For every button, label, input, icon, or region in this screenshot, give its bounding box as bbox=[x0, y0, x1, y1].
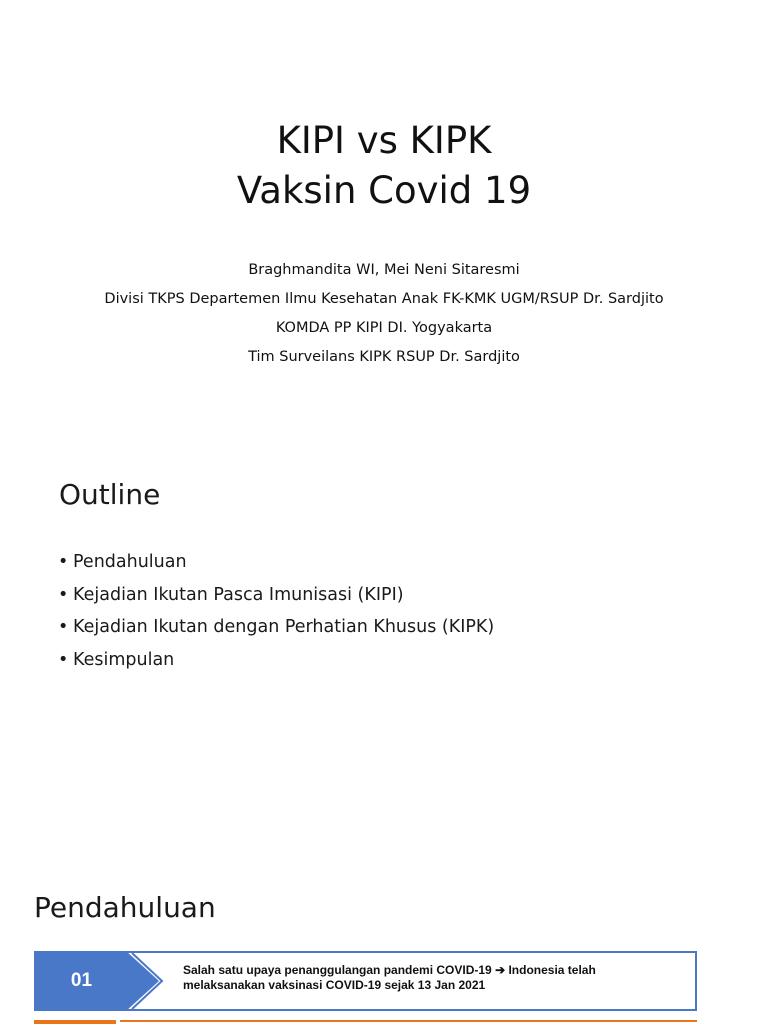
next-step-border bbox=[120, 1020, 697, 1022]
outline-heading: Outline bbox=[59, 478, 161, 511]
step-card-01 bbox=[34, 951, 697, 1011]
outline-item bbox=[58, 579, 494, 612]
title-line-1: KIPI vs KIPK bbox=[276, 119, 492, 162]
outline-list bbox=[58, 546, 494, 676]
author-line: KOMDA PP KIPI DI. Yogyakarta bbox=[275, 320, 493, 336]
outline-item bbox=[58, 546, 494, 579]
pendahuluan-heading: Pendahuluan bbox=[34, 891, 216, 924]
step-text bbox=[183, 963, 683, 993]
step-text-line: Salah satu upaya penanggulangan pandemi COVID-19 ➔ Indonesia telah bbox=[183, 963, 596, 977]
author-line: Divisi TKPS Departemen Ilmu Kesehatan Anak FK-KMK UGM/RSUP Dr. Sardjito bbox=[104, 291, 664, 307]
outline-item bbox=[58, 644, 494, 677]
step-text-line: melaksanakan vaksinasi COVID-19 sejak 13 Jan 2021 bbox=[183, 978, 486, 992]
outline-item-label: Kejadian Ikutan Pasca Imunisasi (KIPI) bbox=[73, 584, 404, 605]
bullet-icon: • bbox=[58, 552, 69, 572]
title-line-2: Vaksin Covid 19 bbox=[236, 169, 532, 212]
outline-item-label: Kejadian Ikutan dengan Perhatian Khusus (KIPK) bbox=[73, 617, 495, 637]
bullet-icon: • bbox=[58, 584, 69, 605]
author-line: Braghmandita WI, Mei Neni Sitaresmi bbox=[248, 262, 520, 278]
authors-block bbox=[0, 256, 768, 372]
step-number: 01 bbox=[70, 970, 93, 991]
outline-item-label: Kesimpulan bbox=[73, 649, 175, 670]
bullet-icon: • bbox=[58, 649, 69, 670]
title-block bbox=[0, 116, 768, 216]
outline-item bbox=[58, 611, 494, 644]
author-line: Tim Surveilans KIPK RSUP Dr. Sardjito bbox=[248, 349, 520, 365]
bullet-icon: • bbox=[58, 617, 69, 637]
next-step-card-edge bbox=[34, 1020, 697, 1024]
outline-item-label: Pendahuluan bbox=[73, 552, 187, 572]
next-step-number-block bbox=[34, 1020, 116, 1024]
